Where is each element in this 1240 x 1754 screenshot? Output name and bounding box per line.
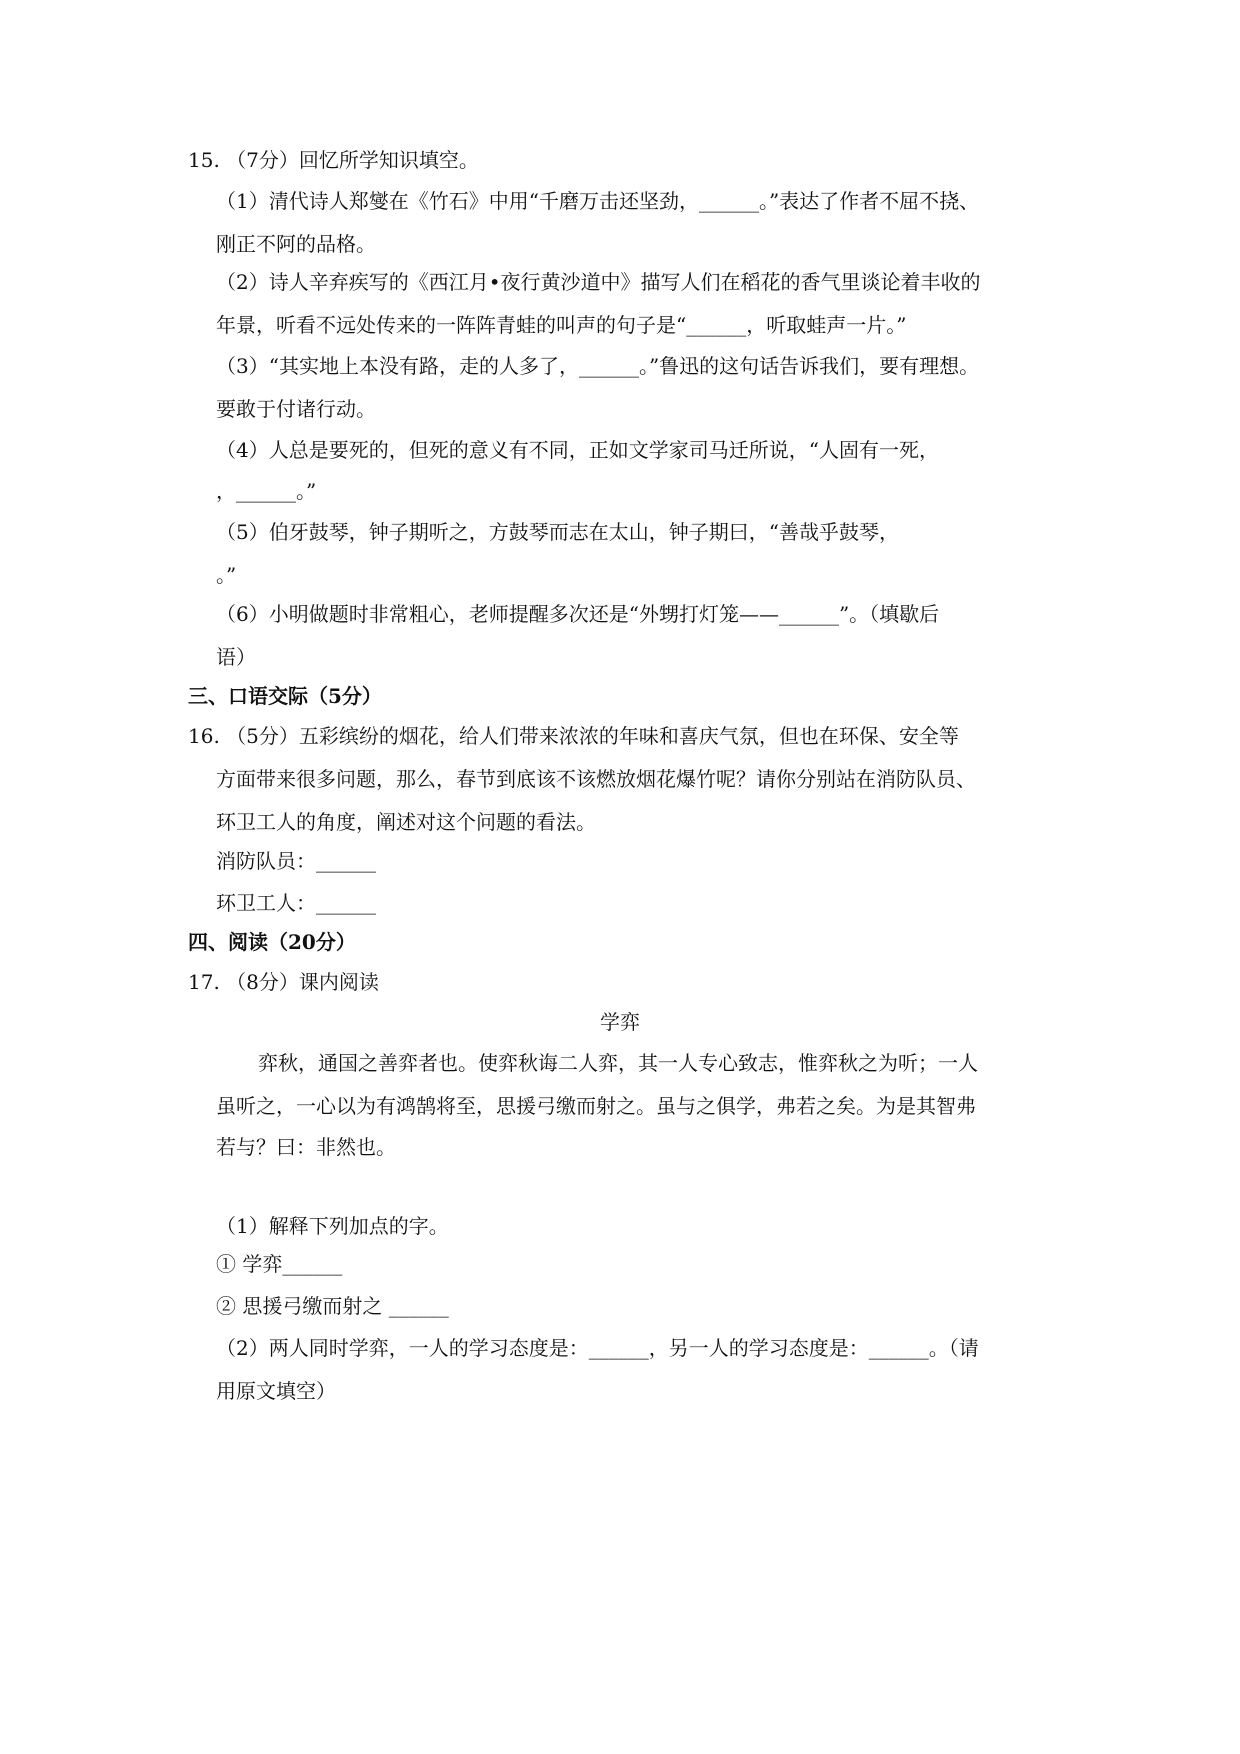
passage-line1: 弈秋，通国之善弈者也。使弈秋诲二人弈，其一人专心致志，惟弈秋之为听；一人 bbox=[258, 1051, 978, 1075]
q15-item1-line2: 刚正不阿的品格。 bbox=[216, 232, 376, 256]
q17-title: 17. （8分）课内阅读 bbox=[188, 970, 379, 994]
q15-item1-line1: （1）清代诗人郑燮在《竹石》中用“千磨万击还坚劲，______。”表达了作者不屈不挠、 bbox=[216, 189, 980, 213]
section3-heading: 三、口语交际（5分） bbox=[188, 684, 382, 708]
q17-item2-line1: （2）两人同时学弈，一人的学习态度是：______，另一人的学习态度是：______。（请 bbox=[216, 1336, 979, 1360]
q17-item1: （1）解释下列加点的字。 bbox=[216, 1214, 449, 1238]
q15-item5-line1: （5）伯牙鼓琴，钟子期听之，方鼓琴而志在太山，钟子期曰，“善哉乎鼓琴， bbox=[216, 520, 899, 544]
q17-item1-b: ② 思援弓缴而射之 ______ bbox=[216, 1294, 449, 1318]
q15-item4-line2: ，______。” bbox=[216, 479, 317, 503]
q16-line1: 16. （5分）五彩缤纷的烟花，给人们带来浓浓的年味和喜庆气氛，但也在环保、安全等 bbox=[188, 724, 959, 748]
q15-item3-line2: 要敢于付诸行动。 bbox=[216, 397, 376, 421]
q16-fire-answer: 消防队员：______ bbox=[216, 849, 376, 873]
q15-item3-line1: （3）“其实地上本没有路，走的人多了，______。”鲁迅的这句话告诉我们，要有理想。 bbox=[216, 354, 980, 378]
q16-line2: 方面带来很多问题，那么，春节到底该不该燃放烟花爆竹呢？请你分别站在消防队员、 bbox=[216, 767, 976, 791]
section4-heading: 四、阅读（20分） bbox=[188, 930, 356, 954]
q15-item5-line2: 。” bbox=[216, 563, 237, 587]
passage-line2: 虽听之，一心以为有鸿鹄将至，思援弓缴而射之。虽与之俱学，弗若之矣。为是其智弗 bbox=[216, 1094, 976, 1118]
q16-line3: 环卫工人的角度，阐述对这个问题的看法。 bbox=[216, 810, 596, 834]
passage-line3: 若与？曰：非然也。 bbox=[216, 1135, 396, 1159]
q15-title: 15. （7分）回忆所学知识填空。 bbox=[188, 148, 479, 172]
q17-item2-line2: 用原文填空） bbox=[216, 1379, 336, 1403]
q15-item6-line2: 语） bbox=[216, 645, 256, 669]
q15-item6-line1: （6）小明做题时非常粗心，老师提醒多次还是“外甥打灯笼——______”。（填歇后 bbox=[216, 602, 940, 626]
passage-title: 学弈 bbox=[600, 1010, 640, 1034]
q15-item4-line1: （4）人总是要死的，但死的意义有不同，正如文学家司马迁所说，“人固有一死， bbox=[216, 438, 939, 462]
q15-item2-line1: （2）诗人辛弃疾写的《西江月•夜行黄沙道中》描写人们在稻花的香气里谈论着丰收的 bbox=[216, 270, 981, 294]
q15-item2-line2: 年景，听看不远处传来的一阵阵青蛙的叫声的句子是“______，听取蛙声一片。” bbox=[216, 313, 907, 337]
q17-item1-a: ① 学弈______ bbox=[216, 1252, 343, 1276]
q16-sanitation-answer: 环卫工人：______ bbox=[216, 891, 376, 915]
